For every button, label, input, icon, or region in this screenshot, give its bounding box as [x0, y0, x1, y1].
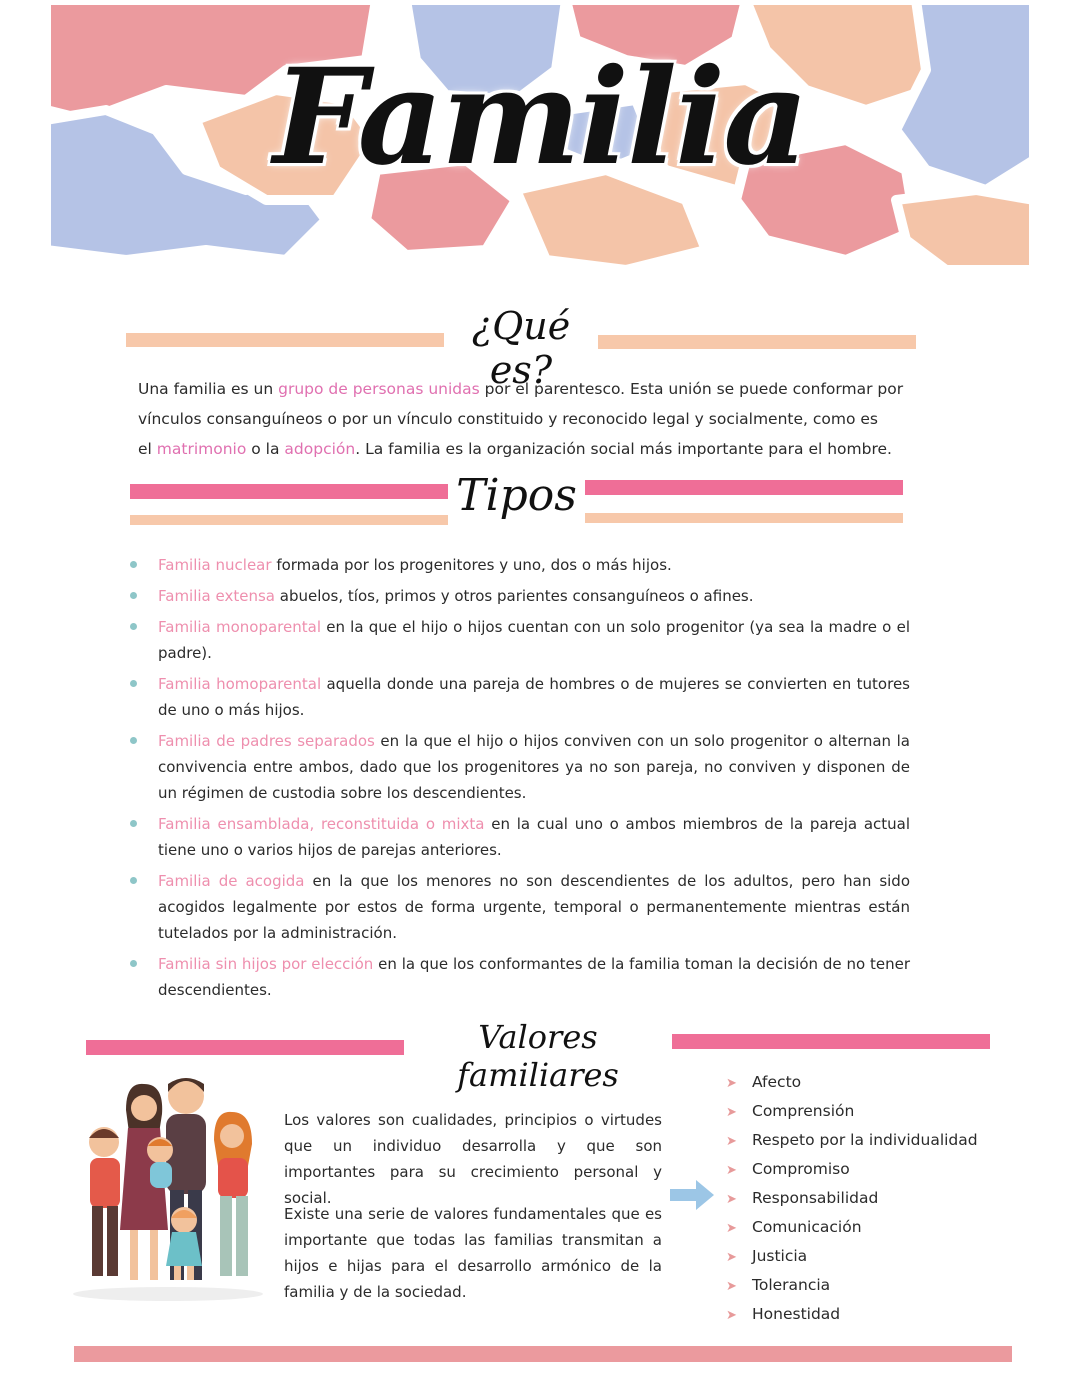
bullet-icon — [130, 623, 137, 630]
chevron-right-icon: ➤ — [726, 1192, 737, 1207]
que-es-paragraph — [138, 374, 904, 464]
valores-paragraph-1: Los valores son cualidades, principios o virtudes que un individuo desarrolla y que son importantes para su crecimiento personal y social. — [284, 1111, 662, 1207]
tipos-bar-right-peach — [585, 513, 903, 523]
arrow-right-icon — [668, 1178, 716, 1212]
list-item: Familia ensamblada, reconstituida o mixta en la cual uno o ambos miembros de la pareja actual tiene uno o varios hijos de parejas anteriores. — [130, 811, 910, 863]
tipos-bar-right-pink — [585, 480, 903, 495]
footer-bar — [74, 1346, 1012, 1362]
chevron-right-icon: ➤ — [726, 1279, 737, 1294]
list-item: Familia de acogida en la que los menores no son descendientes de los adultos, pero han sido acogidos legalmente por estos de forma urgente, temporal o permanentemente mientras están tutelados por la administración. — [130, 868, 910, 946]
valores-bar-left — [86, 1040, 404, 1055]
chevron-right-icon: ➤ — [726, 1308, 737, 1323]
chevron-right-icon: ➤ — [726, 1105, 737, 1120]
section-bar-left — [126, 333, 444, 347]
que-es-line-1: Una familia es un grupo de personas unidas por el parentesco. Esta unión se puede conformar por — [138, 380, 904, 398]
list-item: ➤ Comprensión — [726, 1097, 978, 1126]
que-es-line-2: vínculos consanguíneos o por un vínculo constituido y reconocido legal y socialmente, como es — [138, 410, 879, 428]
bullet-icon — [130, 820, 137, 827]
highlight-adopcion: adopción — [284, 440, 356, 458]
list-item: ➤ Respeto por la individualidad — [726, 1126, 978, 1155]
valores-paragraph-2: Existe una serie de valores fundamentales que es importante que todas las familias transmitan a hijos e hijas para el desarrollo armónico de la familia y de la sociedad. — [284, 1205, 662, 1301]
page-title: Familia — [273, 40, 807, 195]
valores-heading: Valores familiares — [457, 1018, 619, 1094]
chevron-right-icon: ➤ — [726, 1076, 737, 1091]
bullet-icon — [130, 561, 137, 568]
chevron-right-icon: ➤ — [726, 1221, 737, 1236]
bullet-icon — [130, 737, 137, 744]
chevron-right-icon: ➤ — [726, 1250, 737, 1265]
list-item: ➤ Responsabilidad — [726, 1184, 978, 1213]
section-bar-right — [598, 335, 916, 349]
list-item: ➤ Tolerancia — [726, 1271, 978, 1300]
list-item: Familia de padres separados en la que el hijo o hijos conviven con un solo progenitor o alternan la convivencia entre ambos, dado que los progenitores ya no son pareja, no conviven y disponen de un régimen de custodia sobre los descendientes. — [130, 728, 910, 806]
tipos-bar-left-pink — [130, 484, 448, 499]
list-item: ➤ Honestidad — [726, 1300, 978, 1329]
list-item: ➤ Justicia — [726, 1242, 978, 1271]
list-item: ➤ Afecto — [726, 1068, 978, 1097]
list-item: Familia sin hijos por elección en la que los conformantes de la familia toman la decisión de no tener descendientes. — [130, 951, 910, 1003]
bullet-icon — [130, 680, 137, 687]
list-item: Familia monoparental en la que el hijo o hijos cuentan con un solo progenitor (ya sea la madre o el padre). — [130, 614, 910, 666]
list-item: ➤ Compromiso — [726, 1155, 978, 1184]
valores-list — [726, 1068, 978, 1329]
list-item: ➤ Comunicación — [726, 1213, 978, 1242]
bullet-icon — [130, 592, 137, 599]
highlight-matrimonio: matrimonio — [156, 440, 247, 458]
que-es-line-3: el matrimonio o la adopción. La familia es la organización social más importante para el hombre. — [138, 440, 892, 458]
bullet-icon — [130, 877, 137, 884]
list-item: Familia homoparental aquella donde una pareja de hombres o de mujeres se convierten en tutores de uno o más hijos. — [130, 671, 910, 723]
chevron-right-icon: ➤ — [726, 1163, 737, 1178]
list-item: Familia extensa abuelos, tíos, primos y otros parientes consanguíneos o afines. — [130, 583, 910, 609]
highlight-grupo: grupo de personas unidas — [278, 380, 480, 398]
list-item: Familia nuclear formada por los progenitores y uno, dos o más hijos. — [130, 552, 910, 578]
family-illustration — [68, 1070, 268, 1302]
bullet-icon — [130, 960, 137, 967]
chevron-right-icon: ➤ — [726, 1134, 737, 1149]
tipos-bar-left-peach — [130, 515, 448, 525]
que-es-heading: ¿Qué es? — [471, 304, 571, 392]
tipos-heading: Tipos — [456, 470, 577, 521]
valores-bar-right — [672, 1034, 990, 1049]
tipos-list — [130, 552, 910, 1008]
